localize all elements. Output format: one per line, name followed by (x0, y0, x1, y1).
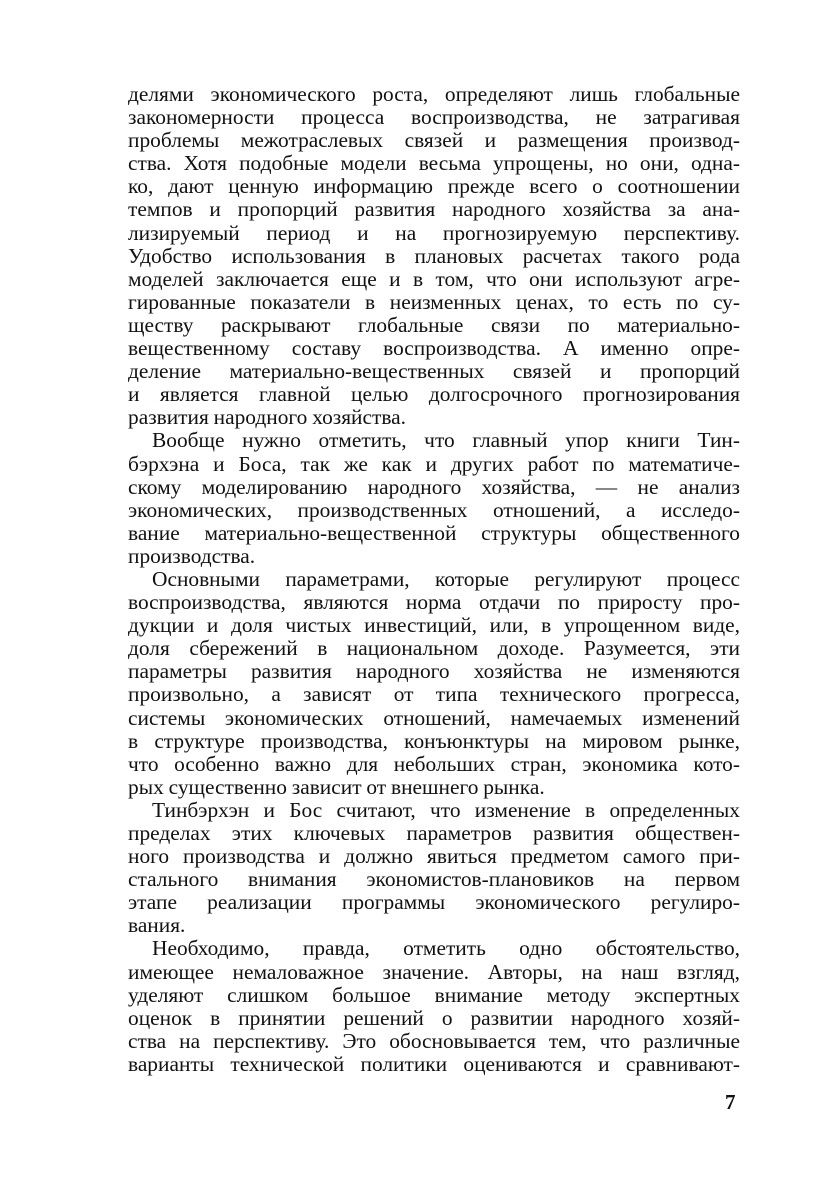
text-line: экономических, производственных отношений, а исследо- (128, 497, 740, 522)
text-line: моделей заключается еще и в том, что они используют агре- (128, 266, 740, 291)
text-line: воспроизводства, являются норма отдачи по приросту про- (128, 590, 740, 615)
text-line: лизируемый период и на прогнозируемую перспективу. (128, 220, 740, 245)
text-line: произвольно, а зависят от типа технического прогресса, (128, 682, 740, 707)
text-line: производства. (128, 543, 256, 568)
text-line: системы экономических отношений, намечаемых изменений (128, 705, 740, 730)
text-line: оценок в принятии решений о развитии народного хозяй- (128, 1005, 740, 1030)
text-line: рых существенно зависит от внешнего рынка. (128, 774, 545, 799)
text-line: вание материально-вещественной структуры общественного (128, 520, 740, 545)
text-line: Удобство использования в плановых расчетах такого рода (128, 243, 740, 268)
text-line: деление материально-вещественных связей и пропорций (128, 359, 740, 384)
text-line: пределах этих ключевых параметров развития обществен- (128, 821, 740, 845)
text-line: Тинбэрхэн и Бос считают, что изменение в определенных (152, 797, 740, 822)
text-line: закономерности процесса воспроизводства, не затрагивая (128, 105, 740, 130)
text-line: вания. (128, 913, 186, 938)
text-line: Необходимо, правда, отметить одно обстоятельство, (152, 936, 740, 961)
text-line: гированные показатели в неизменных ценах, то есть по су- (128, 289, 740, 314)
text-line: развития народного хозяйства. (128, 405, 407, 430)
page-body-text (128, 83, 740, 1076)
text-line: проблемы межотраслевых связей и размещения производ- (128, 128, 740, 153)
text-line: ства. Хотя подобные модели весьма упрощены, но они, одна- (128, 151, 740, 176)
text-line: параметры развития народного хозяйства не изменяются (128, 659, 740, 684)
text-line: ства на перспективу. Это обосновывается тем, что различные (128, 1028, 740, 1053)
text-line: бэрхэна и Боса, так же как и других работ по математиче- (128, 451, 740, 476)
text-line: доля сбережений в национальном доходе. Разумеется, эти (128, 636, 740, 661)
text-line: дукции и доля чистых инвестиций, или, в упрощенном виде, (128, 613, 740, 638)
text-line: Вообще нужно отметить, что главный упор книги Тин- (152, 428, 740, 453)
text-line: делями экономического роста, определяют лишь глобальные (128, 82, 740, 106)
page-number: 7 (725, 1090, 736, 1114)
text-line: темпов и пропорций развития народного хозяйства за ана- (128, 197, 740, 222)
text-line: в структуре производства, конъюнктуры на мировом рынке, (128, 728, 740, 753)
text-line: имеющее немаловажное значение. Авторы, на наш взгляд, (128, 959, 740, 984)
text-line: и является главной целью долгосрочного прогнозирования (128, 382, 740, 407)
text-line: уделяют слишком большое внимание методу экспертных (128, 982, 740, 1007)
text-line: этапе реализации программы экономического регулиро- (128, 890, 740, 915)
text-line: варианты технической политики оцениваются и сравнивают- (128, 1051, 740, 1076)
text-line: ко, дают ценную информацию прежде всего о соотношении (128, 174, 740, 199)
text-line: стального внимания экономистов-плановиков на первом (128, 867, 740, 892)
text-line: что особенно важно для небольших стран, экономика кото- (128, 751, 740, 776)
text-line: ного производства и должно явиться предметом самого при- (128, 844, 740, 869)
text-line: скому моделированию народного хозяйства, — не анализ (128, 474, 740, 499)
text-line: ществу раскрывают глобальные связи по материально- (128, 312, 740, 337)
text-line: Основными параметрами, которые регулируют процесс (152, 566, 740, 591)
text-line: вещественному составу воспроизводства. А именно опре- (128, 336, 740, 361)
